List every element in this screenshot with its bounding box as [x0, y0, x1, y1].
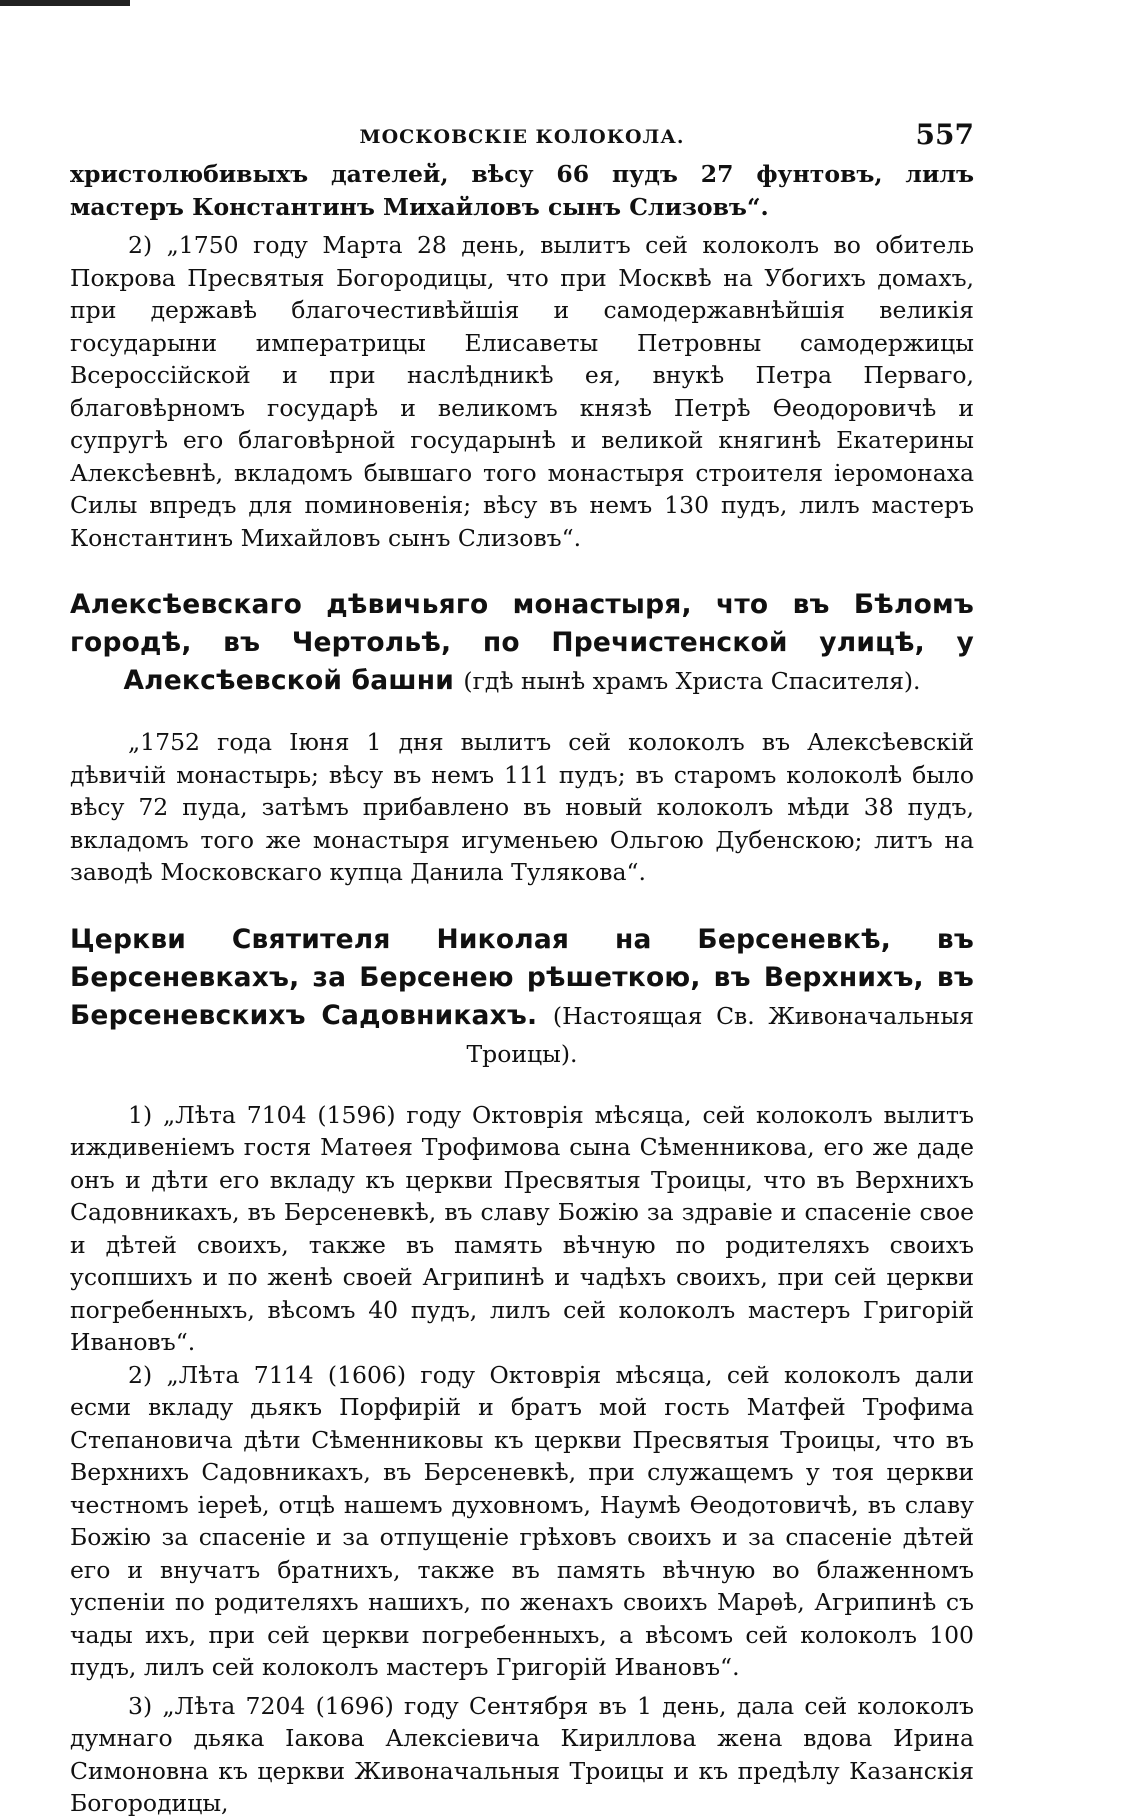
- paragraph-bell-1750: 2) „1750 году Марта 28 день, вылитъ сей колоколъ во обитель Покрова Пресвятыя Богородицы, что при Москвѣ на Убогихъ домахъ, при державѣ благочестивѣйшія и самодержавнѣйшія великія государыни императрицы Елисаветы Петровны самодержицы Всероссійской и при наслѣдникѣ ея, внукѣ Петра Перваго, благовѣрномъ государѣ и великомъ князѣ Петрѣ Ѳеодоровичѣ и супругѣ его благовѣрной государынѣ и великой княгинѣ Екатерины Алексѣевнѣ, вкладомъ бывшаго того монастыря строителя іеромонаха Силы впредъ для поминовенія; вѣсу въ немъ 130 пудъ, лилъ мастеръ Константинъ Михайловъ сынъ Слизовъ“.: [70, 231, 974, 552]
- paragraph-bell-1752: „1752 года Іюня 1 дня вылитъ сей колоколъ въ Алексѣевскій дѣвичій монастырь; вѣсу въ немъ 111 пудъ; въ старомъ колоколѣ было вѣсу 72 пуда, затѣмъ прибавлено въ новый колоколъ мѣди 38 пудъ, вкладомъ того же монастыря игуменьею Ольгою Дубенскою; литъ на заводѣ Московскаго купца Данила Тулякова“.: [70, 728, 974, 886]
- running-header: [70, 118, 974, 158]
- scan-edge-mark: [0, 0, 130, 6]
- paragraph-bell-1696: 3) „Лѣта 7204 (1696) году Сентября въ 1 день, дала сей колоколъ думнаго дьяка Іакова Алексіевича Кириллова жена вдова Ирина Симоновна къ церкви Живоначальныя Троицы и къ предѣлу Казанскія Богородицы,: [70, 1691, 974, 1817]
- paragraph-continuation: христолюбивыхъ дателей, вѣсу 66 пудъ 27 фунтовъ, лилъ мастеръ Константинъ Михайловъ сынъ Слизовъ“.: [70, 160, 974, 221]
- heading-subtitle: (гдѣ нынѣ храмъ Христа Спасителя).: [463, 667, 921, 695]
- section-heading-alekseevsky-monastery: [70, 586, 974, 700]
- paragraph-bell-1596: 1) „Лѣта 7104 (1596) году Октоврія мѣсяца, сей колоколъ вылитъ иждивеніемъ гостя Матѳея Трофимова сына Сѣменникова, его же даде онъ и дѣти его вкладу къ церкви Пресвятыя Троицы, что въ Верхнихъ Садовникахъ, въ Берсеневкѣ, въ славу Божію за здравіе и спасеніе свое и дѣтей своихъ, также въ память вѣчную по родителяхъ своихъ усопшихъ и по женѣ своей Агрипинѣ и чадѣхъ своихъ, при сей церкви погребенныхъ, вѣсомъ 40 пудъ, лилъ сей колоколъ мастеръ Григорій Ивановъ“.: [70, 1100, 974, 1356]
- heading-subtitle: (Настоящая Св. Живоначальныя Троицы).: [466, 1001, 974, 1068]
- heading-title: Церкви Святителя Николая на Берсеневкѣ, въ Берсеневкахъ, за Берсенею рѣшеткою, въ Верхнихъ, въ Берсеневскихъ Садовникахъ.: [70, 923, 974, 1031]
- book-page: [70, 118, 974, 1820]
- page-number: 557: [915, 118, 974, 151]
- running-title: МОСКОВСКІЕ КОЛОКОЛА.: [359, 126, 685, 148]
- heading-title: Алексѣевскаго дѣвичьяго монастыря, что въ Бѣломъ городѣ, въ Чертольѣ, по Пречистенской улицѣ, у Алексѣевской башни: [70, 589, 974, 696]
- section-heading-st-nicholas-church: [70, 921, 974, 1073]
- paragraph-bell-1606: 2) „Лѣта 7114 (1606) году Октоврія мѣсяца, сей колоколъ дали есми вкладу дьякъ Порфирій и братъ мой гость Матфей Трофима Степановича дѣти Сѣменниковы къ церкви Пресвятыя Троицы, что въ Верхнихъ Садовникахъ, въ Берсеневкѣ, при служащемъ у тоя церкви честномъ іереѣ, отцѣ нашемъ духовномъ, Наумѣ Ѳеодотовичѣ, въ славу Божію за спасеніе и за отпущеніе грѣховъ своихъ и за спасеніе дѣтей его и внучатъ братнихъ, также въ память вѣчную во блаженномъ успеніи по родителяхъ нашихъ, по женахъ своихъ Марѳѣ, Агрипинѣ съ чады ихъ, при сей церкви погребенныхъ, а вѣсомъ сей колоколъ 100 пудъ, лилъ сей колоколъ мастеръ Григорій Ивановъ“.: [70, 1360, 974, 1681]
